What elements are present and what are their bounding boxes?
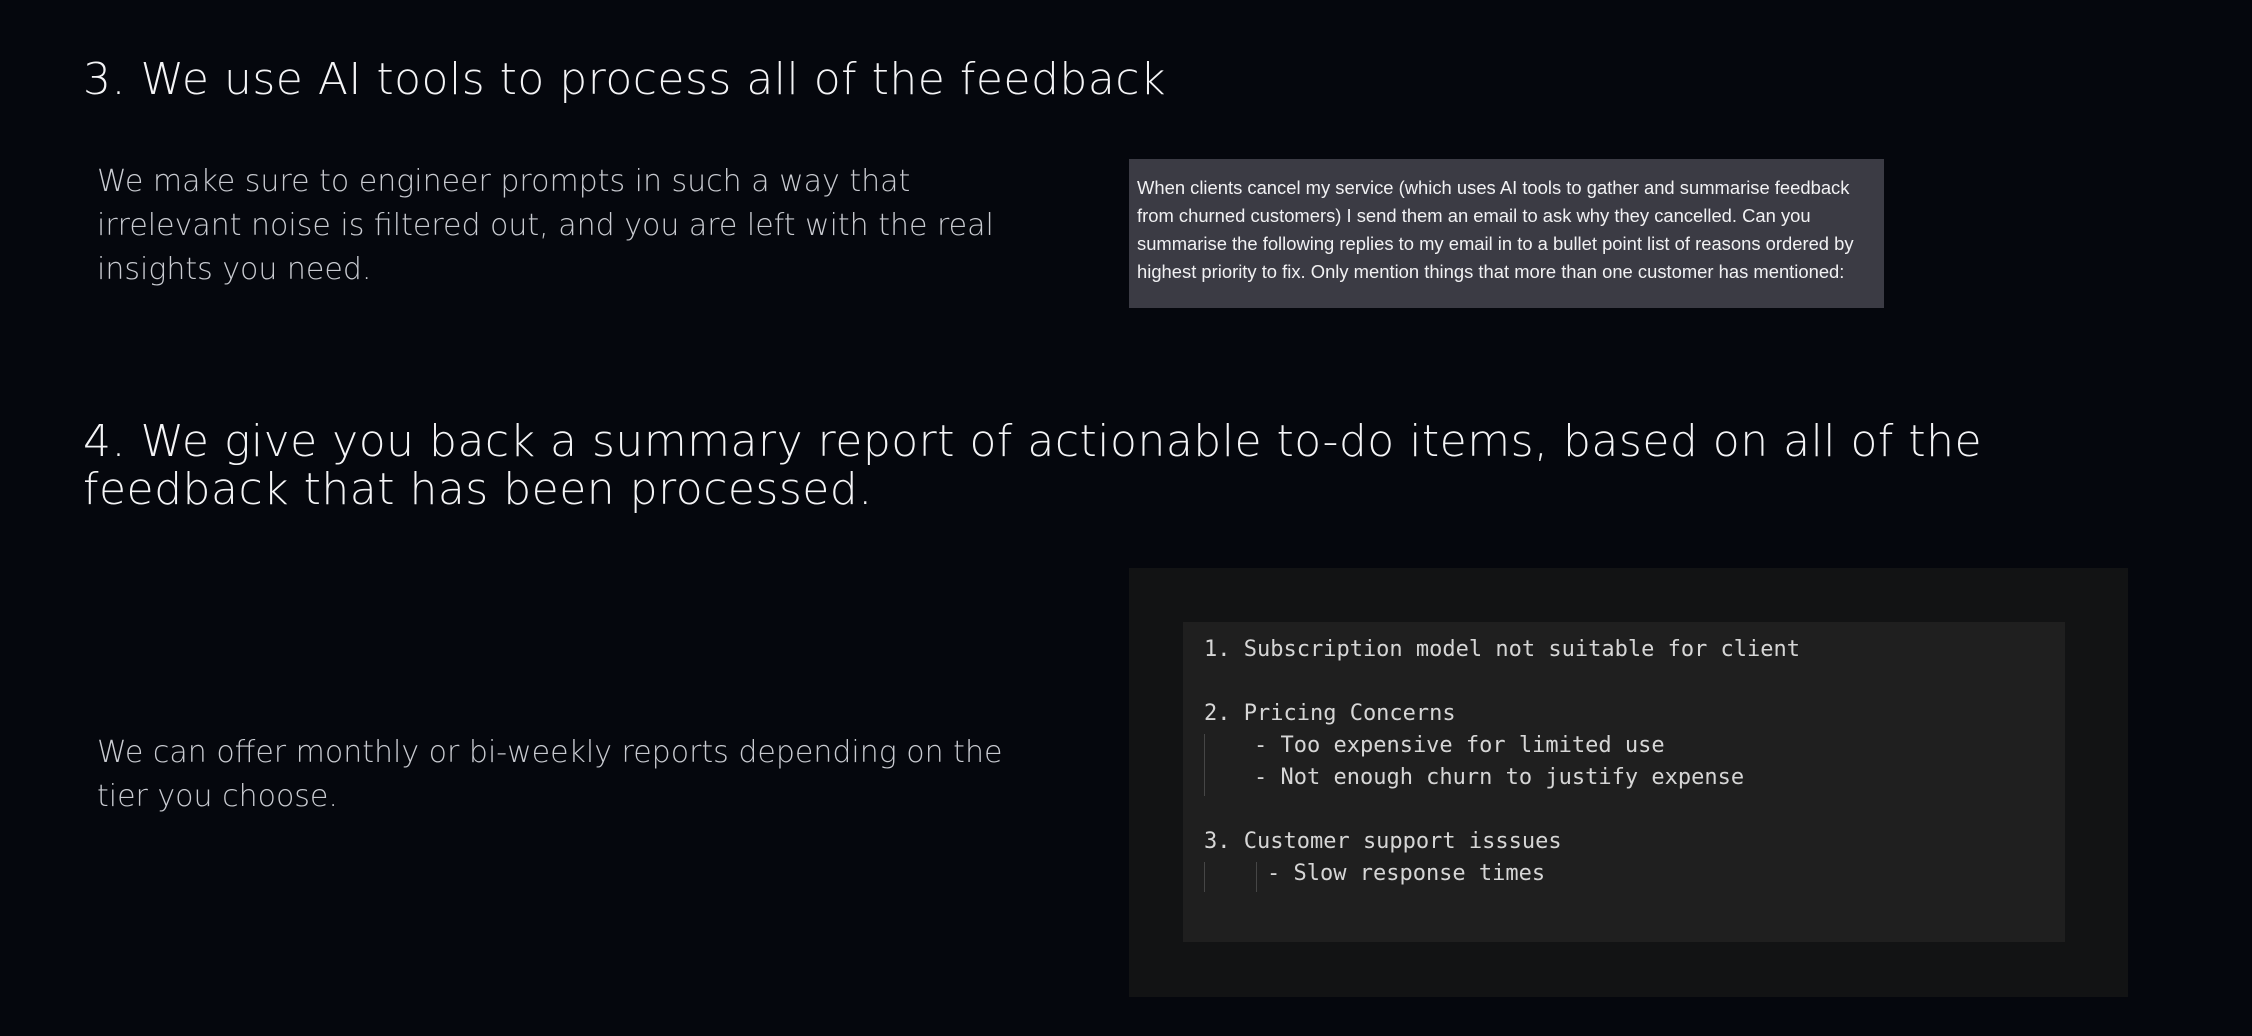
report-example-panel (1129, 568, 2128, 997)
report-subitem-2a: - Too expensive for limited use (1254, 733, 1665, 758)
report-item-3: 3. Customer support isssues (1204, 829, 1562, 854)
report-subitem-2b: - Not enough churn to justify expense (1254, 765, 1745, 790)
indent-guide (1256, 862, 1257, 892)
section-3-description: We make sure to engineer prompts in such a way that irrelevant noise is filtered out, and you are left with the real insights you need. (97, 164, 994, 287)
report-item-1: 1. Subscription model not suitable for client (1204, 637, 1801, 662)
report-subitem-3a: - Slow response times (1267, 861, 1546, 886)
report-item-2: 2. Pricing Concerns (1204, 701, 1456, 726)
section-4-description: We can offer monthly or bi-weekly reports depending on the tier you choose. (97, 735, 1003, 814)
indent-guide (1204, 862, 1205, 892)
section-3-heading: 3. We use AI tools to process all of the feedback (83, 54, 1166, 105)
report-code-block (1183, 622, 2065, 942)
prompt-example-box (1129, 159, 1884, 308)
indent-guide (1204, 734, 1205, 796)
section-4-heading: 4. We give you back a summary report of actionable to-do items, based on all of the feedback that has been processed. (83, 416, 1983, 515)
prompt-example-text: When clients cancel my service (which uses AI tools to gather and summarise feedback from churned customers) I send them an email to ask why they cancelled. Can you summarise the following replies to my email in to a bullet point list of reasons ordered by highest priority to fix. Only mention things that more than one customer has mentioned: (1137, 177, 1854, 282)
